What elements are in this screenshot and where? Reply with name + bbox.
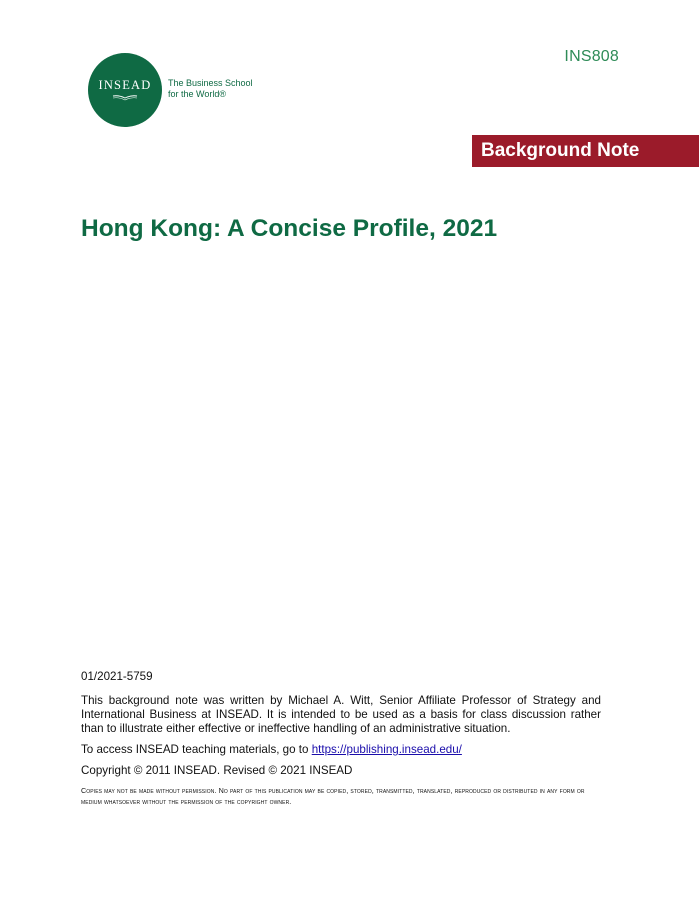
document-code: INS808 <box>564 48 619 65</box>
tagline-line-1: The Business School <box>168 78 253 88</box>
document-type-badge: Background Note <box>472 135 699 167</box>
access-text: To access INSEAD teaching materials, go to <box>81 743 312 756</box>
logo-wordmark: INSEAD <box>98 78 152 93</box>
publishing-link[interactable]: https://publishing.insead.edu/ <box>311 743 462 756</box>
copyright-line: Copyright © 2011 INSEAD. Revised © 2021 INSEAD <box>81 764 353 777</box>
tagline-line-2: for the World® <box>168 89 226 99</box>
logo-tagline <box>168 78 253 100</box>
document-footer <box>81 670 601 814</box>
page-title: Hong Kong: A Concise Profile, 2021 <box>81 215 498 242</box>
reference-number: 01/2021-5759 <box>81 670 153 683</box>
copy-permission-notice: Copies may not be made without permission. No part of this publication may be copied, stored, transmitted, translated, reproduced or distributed in any form or medium whatsoever without the permission of the copyright owner. <box>81 786 585 806</box>
access-line <box>81 743 601 757</box>
insead-logo[interactable] <box>88 53 253 127</box>
book-icon <box>112 95 138 101</box>
authorship-note: This background note was written by Michael A. Witt, Senior Affiliate Professor of Strategy and International Business at INSEAD. It is intended to be used as a basis for class discussion rather than to illustrate either effective or ineffective handling of an administrative situation. <box>81 694 601 735</box>
logo-circle <box>88 53 162 127</box>
